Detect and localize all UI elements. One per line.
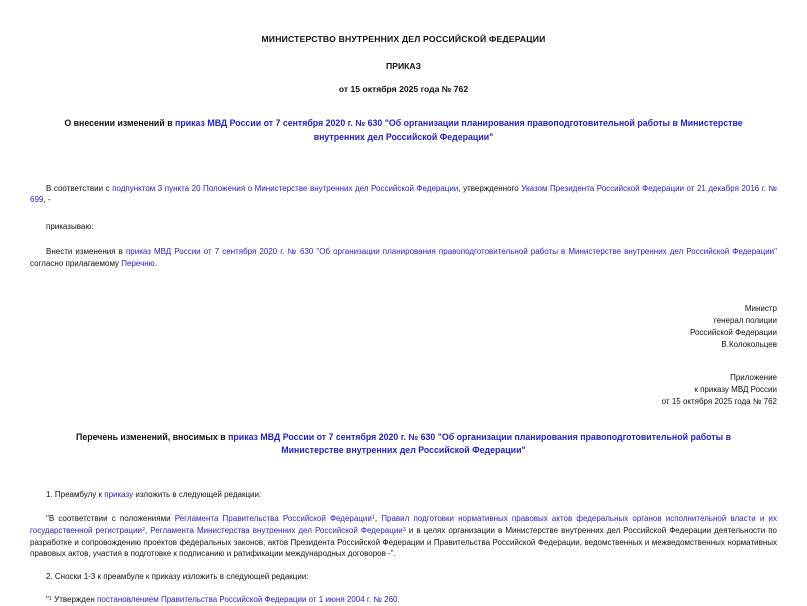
text-run: , - xyxy=(43,195,51,205)
signature-country: Российской Федерации xyxy=(690,327,777,337)
text-run: Утвержден xyxy=(51,595,98,605)
annex-reference-line: к приказу МВД России xyxy=(694,384,777,394)
text-run: изложить в следующей редакции: xyxy=(133,489,262,499)
doc-type-heading: ПРИКАЗ xyxy=(386,61,421,72)
paragraph-legal-basis xyxy=(30,183,777,206)
inline-link[interactable]: приказ МВД России от 7 сентября 2020 г. № 630 "Об организации планирования правоподготовительной работы в Министерстве внутренних дел Российской Федерации" xyxy=(125,247,777,257)
inline-link[interactable]: Регламента Министерства внутренних дел Российской Федерации xyxy=(150,526,403,536)
text-run: , xyxy=(145,526,151,536)
annex-item-2 xyxy=(30,571,777,583)
text-run: 1. Преамбулу к xyxy=(46,489,105,499)
inline-link[interactable]: подпунктом 3 пункта 20 Положения о Министерстве внутренних дел Российской Федерации xyxy=(112,183,459,193)
text-run: Перечень изменений, вносимых в xyxy=(76,431,229,442)
text-run: О внесении изменений в xyxy=(64,118,176,129)
annex-reference-line: Приложение xyxy=(730,372,777,382)
order-word: приказываю: xyxy=(46,221,94,231)
text-run: . xyxy=(154,258,157,268)
signature-post: Министр xyxy=(744,303,777,313)
text-run: 2. Сноски 1-3 к преамбуле к приказу изложить в следующей редакции: xyxy=(46,571,309,581)
text-run: , утвержденного xyxy=(458,183,522,193)
doc-title xyxy=(30,117,777,144)
text-run: , xyxy=(374,514,382,524)
signature-block xyxy=(30,303,777,351)
text-run: В соответствии с xyxy=(46,183,113,193)
annex-footnote-1 xyxy=(30,594,777,606)
inline-link[interactable]: Регламента Правительства Российской Федерации xyxy=(174,514,372,524)
annex-item-1-text xyxy=(30,513,777,559)
ministry-heading: МИНИСТЕРСТВО ВНУТРЕННИХ ДЕЛ РОССИЙСКОЙ ФЕДЕРАЦИИ xyxy=(261,34,546,44)
footnote-marker: 1 xyxy=(48,596,52,603)
annex-item-1 xyxy=(30,489,777,501)
text-run: согласно прилагаемому xyxy=(30,258,122,268)
inline-link[interactable]: приказ МВД России от 7 сентября 2020 г. № 630 "Об организации планирования правоподготовительной работы в Министерстве внутренних дел Российской Федерации" xyxy=(175,118,743,142)
paragraph-order xyxy=(30,246,777,269)
footnote-marker: 2 xyxy=(141,527,145,534)
signature-rank: генерал полиции xyxy=(713,315,777,325)
text-run: "В соответствии с положениями xyxy=(46,514,175,524)
inline-link[interactable]: постановлением Правительства Российской Федерации от 1 июня 2004 г. № 260. xyxy=(97,595,400,605)
inline-link[interactable]: Перечню xyxy=(121,258,155,268)
text-run: " xyxy=(46,595,49,605)
footnote-marker: 1 xyxy=(371,515,375,522)
annex-title xyxy=(30,431,777,458)
inline-link[interactable]: приказу xyxy=(104,489,134,499)
signature-name: В.Колокольцев xyxy=(721,339,777,349)
inline-link[interactable]: приказ МВД России от 7 сентября 2020 г. № 630 "Об организации планирования правоподготовительной работы в Министерстве внутренних дел Российской Федерации" xyxy=(228,431,731,456)
text-run: и в целях организации в Министерстве внутренних дел Российской Федерации деятельности по разработке и сопровождению проектов федеральных законов, актов Президента Российской Федерации и Правительства Российской Федерации, ведомственных и межведомственных нормативных правовых актов, участия в подготовке к подписанию и ратификации международных договоров -". xyxy=(30,526,778,559)
footnote-marker: 3 xyxy=(402,527,406,534)
text-run: Внести изменения в xyxy=(46,247,126,257)
inline-link[interactable]: Указом Президента Российской Федерации от 21 декабря 2016 г. № 699 xyxy=(30,183,777,205)
annex-reference-line: от 15 октября 2025 года № 762 xyxy=(661,396,777,406)
doc-date-number: от 15 октября 2025 года № 762 xyxy=(338,83,469,94)
annex-reference-block xyxy=(30,372,777,408)
inline-link[interactable]: Правил подготовки нормативных правовых актов федеральных органов исполнительной власти и их государственной регистрации xyxy=(30,514,777,536)
